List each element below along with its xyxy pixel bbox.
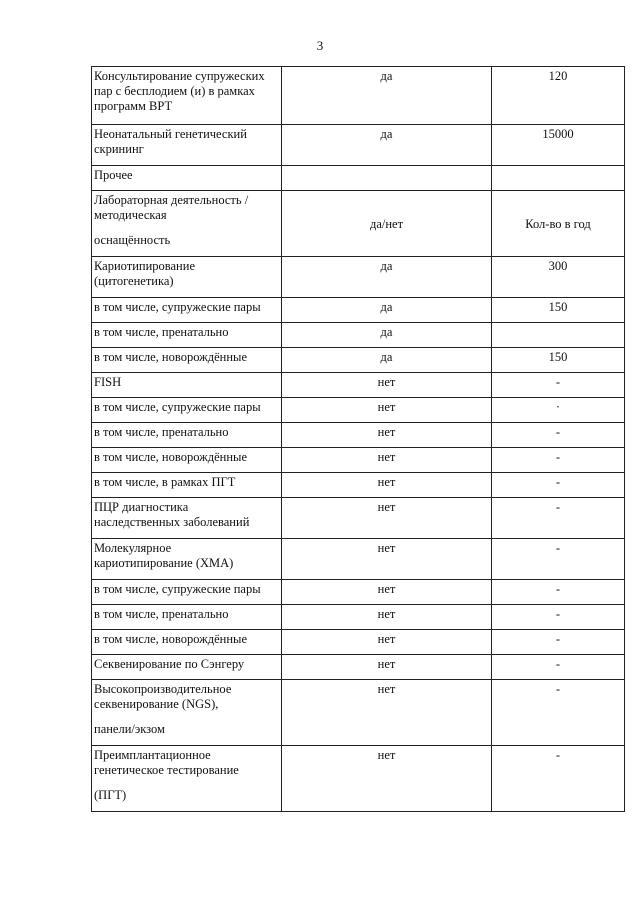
row-label-cell <box>92 166 282 191</box>
row-label-line: в том числе, новорождённые <box>94 632 247 646</box>
row-label-line: Прочее <box>94 168 133 182</box>
row-label-cell <box>92 125 282 166</box>
availability-cell: нет <box>282 473 492 498</box>
row-label-cell <box>92 323 282 348</box>
row-label-line: методическая <box>94 208 167 222</box>
count-cell: · <box>492 398 625 423</box>
row-label-line: в том числе, супружеские пары <box>94 400 261 414</box>
row-label-line: в том числе, новорождённые <box>94 350 247 364</box>
count-cell: - <box>492 605 625 630</box>
row-label-line: ПЦР диагностика <box>94 500 189 514</box>
row-label-line: Консультирование супружеских <box>94 69 265 83</box>
availability-cell: да <box>282 323 492 348</box>
row-label-cell <box>92 630 282 655</box>
table-row <box>92 257 625 298</box>
table-row <box>92 746 625 812</box>
row-label-line: в том числе, пренатально <box>94 425 229 439</box>
table-row <box>92 655 625 680</box>
count-cell: - <box>492 630 625 655</box>
table-row <box>92 498 625 539</box>
row-label-cell <box>92 746 282 812</box>
availability-cell: нет <box>282 580 492 605</box>
row-label-line: секвенирование (NGS), <box>94 697 219 711</box>
row-label-line: в том числе, пренатально <box>94 607 229 621</box>
row-label-cell <box>92 605 282 630</box>
services-table <box>91 66 625 812</box>
availability-cell: нет <box>282 398 492 423</box>
count-cell: 120 <box>492 67 625 125</box>
table-row <box>92 630 625 655</box>
availability-cell: да <box>282 67 492 125</box>
row-label-line: программ ВРТ <box>94 99 173 113</box>
row-label-cell <box>92 398 282 423</box>
count-cell: - <box>492 473 625 498</box>
table-row <box>92 580 625 605</box>
table-row <box>92 398 625 423</box>
row-label-line: FISH <box>94 375 122 389</box>
availability-cell: нет <box>282 498 492 539</box>
row-label-cell <box>92 448 282 473</box>
count-cell <box>492 166 625 191</box>
row-label-line: пар с бесплодием (и) в рамках <box>94 84 255 98</box>
row-label-cell <box>92 580 282 605</box>
row-label-line: Лабораторная деятельность / <box>94 193 249 207</box>
availability-cell: да <box>282 125 492 166</box>
table-row <box>92 448 625 473</box>
row-label-line: наследственных заболеваний <box>94 515 250 529</box>
availability-cell: нет <box>282 539 492 580</box>
availability-cell: нет <box>282 373 492 398</box>
table-row <box>92 191 625 257</box>
row-label-cell <box>92 348 282 373</box>
count-cell: - <box>492 746 625 812</box>
availability-cell: нет <box>282 630 492 655</box>
availability-cell: да <box>282 257 492 298</box>
row-label-line: (цитогенетика) <box>94 274 174 288</box>
row-label-line: Молекулярное <box>94 541 172 555</box>
count-cell: - <box>492 448 625 473</box>
availability-cell: нет <box>282 605 492 630</box>
table-row <box>92 539 625 580</box>
row-label-cell <box>92 298 282 323</box>
row-label-line: в том числе, супружеские пары <box>94 300 261 314</box>
count-cell: - <box>492 655 625 680</box>
row-label-line: в том числе, пренатально <box>94 325 229 339</box>
row-label-line: (ПГТ) <box>94 788 127 802</box>
row-label-line: скрининг <box>94 142 144 156</box>
row-label-line: Неонатальный генетический <box>94 127 247 141</box>
row-label-cell <box>92 67 282 125</box>
row-label-cell <box>92 423 282 448</box>
row-label-line: в том числе, супружеские пары <box>94 582 261 596</box>
table-row <box>92 423 625 448</box>
availability-cell: да <box>282 298 492 323</box>
table-row <box>92 166 625 191</box>
count-cell: - <box>492 373 625 398</box>
page-number: 3 <box>316 38 324 53</box>
table-row <box>92 125 625 166</box>
row-label-cell <box>92 680 282 746</box>
row-label-cell <box>92 373 282 398</box>
row-label-line: Преимплантационное <box>94 748 211 762</box>
row-label-line: оснащённость <box>94 233 171 247</box>
row-label-cell <box>92 473 282 498</box>
table-row <box>92 323 625 348</box>
row-label-line: Секвенирование по Сэнгеру <box>94 657 245 671</box>
table-row <box>92 373 625 398</box>
count-cell: - <box>492 498 625 539</box>
count-cell: 300 <box>492 257 625 298</box>
availability-cell: да/нет <box>282 191 492 257</box>
table-row <box>92 680 625 746</box>
row-label-line: в том числе, в рамках ПГТ <box>94 475 236 489</box>
row-label-line: панели/экзом <box>94 722 165 736</box>
row-label-cell <box>92 498 282 539</box>
table-row <box>92 67 625 125</box>
row-label-line: генетическое тестирование <box>94 763 239 777</box>
table-body <box>92 67 625 812</box>
table-row <box>92 473 625 498</box>
row-label-cell <box>92 257 282 298</box>
row-label-line: в том числе, новорождённые <box>94 450 247 464</box>
count-cell: 150 <box>492 298 625 323</box>
count-cell: 15000 <box>492 125 625 166</box>
row-label-cell <box>92 191 282 257</box>
row-label-line: Высокопроизводительное <box>94 682 232 696</box>
count-cell: - <box>492 580 625 605</box>
row-label-cell <box>92 539 282 580</box>
availability-cell: нет <box>282 423 492 448</box>
count-cell: Кол-во в год <box>492 191 625 257</box>
table-row <box>92 348 625 373</box>
availability-cell: да <box>282 348 492 373</box>
count-cell: 150 <box>492 348 625 373</box>
count-cell: - <box>492 423 625 448</box>
row-label-cell <box>92 655 282 680</box>
table-row <box>92 298 625 323</box>
availability-cell: нет <box>282 448 492 473</box>
availability-cell <box>282 166 492 191</box>
table-row <box>92 605 625 630</box>
row-label-line: Кариотипирование <box>94 259 195 273</box>
row-label-line: кариотипирование (ХМА) <box>94 556 234 570</box>
availability-cell: нет <box>282 680 492 746</box>
availability-cell: нет <box>282 746 492 812</box>
availability-cell: нет <box>282 655 492 680</box>
count-cell: - <box>492 539 625 580</box>
count-cell: - <box>492 680 625 746</box>
count-cell <box>492 323 625 348</box>
